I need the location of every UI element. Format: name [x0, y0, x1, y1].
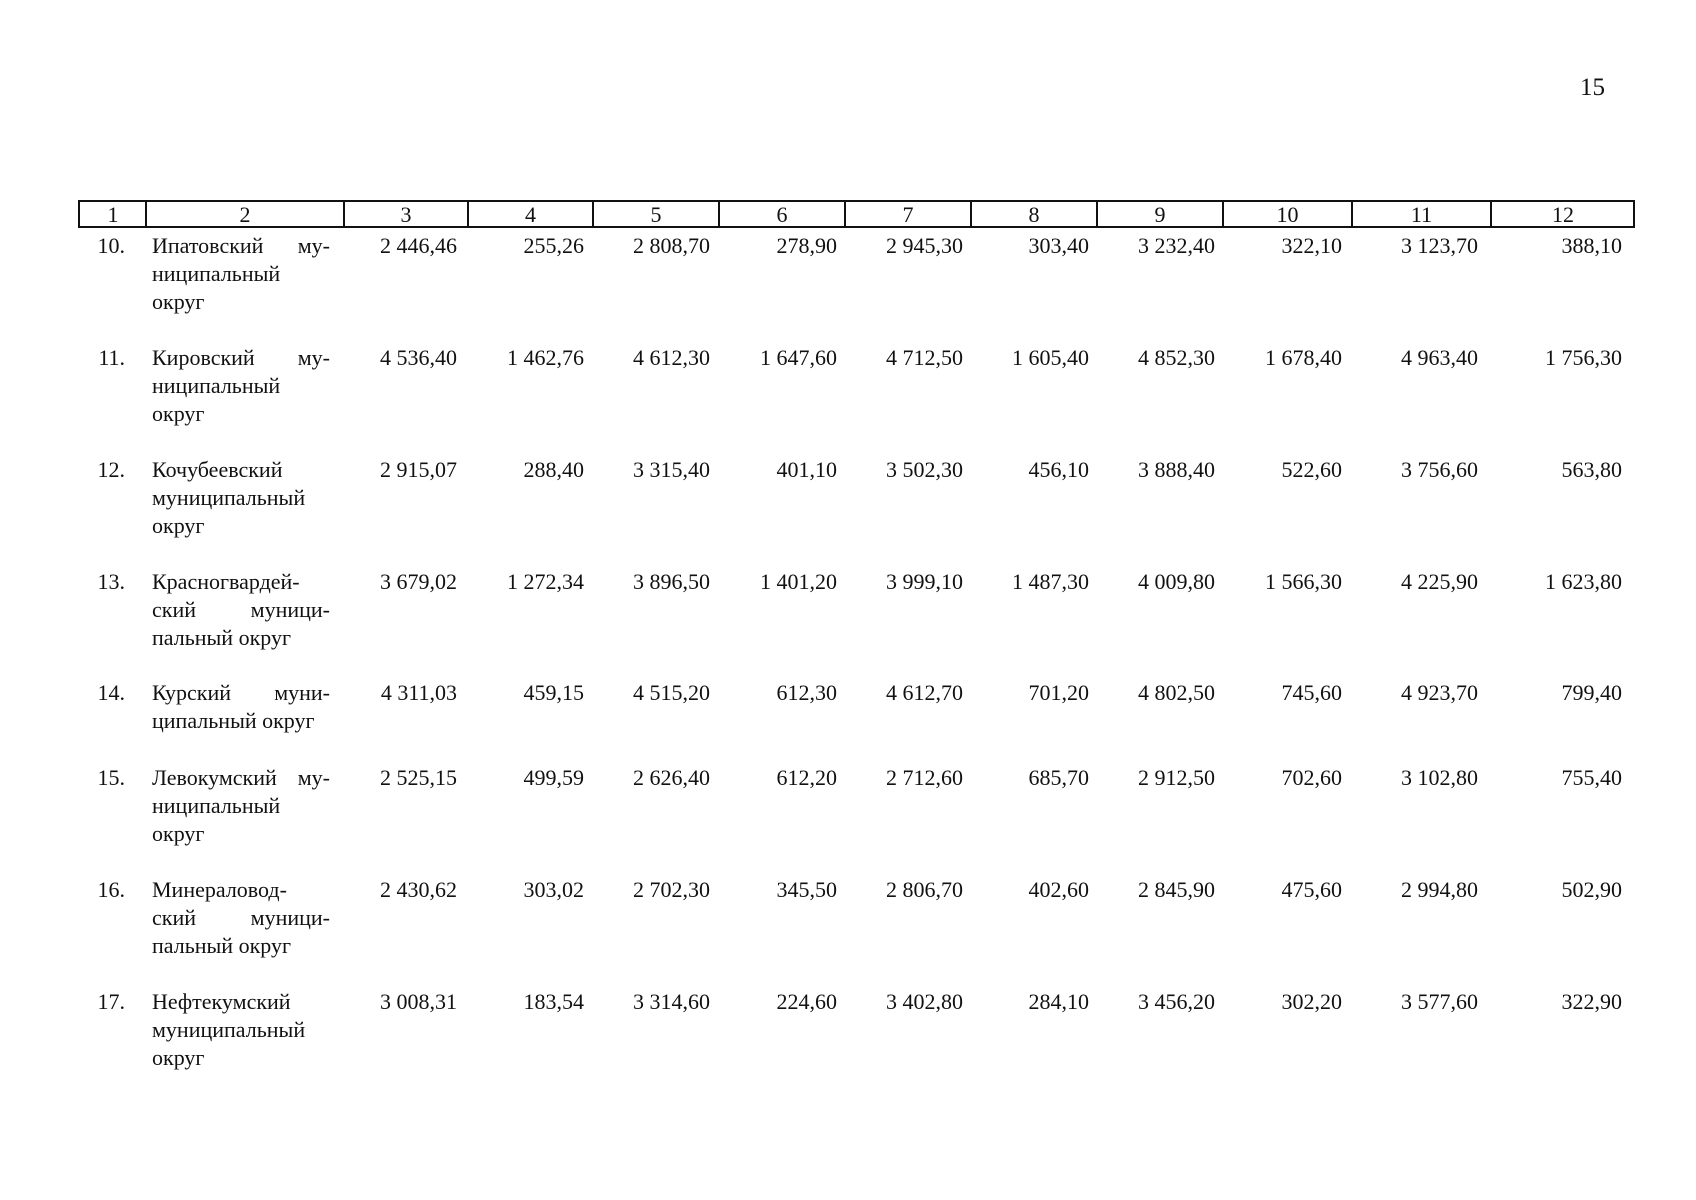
- value-cell-col-11: 3 577,60: [1401, 989, 1478, 1014]
- value-cell-col-5: 2 702,30: [633, 877, 710, 902]
- value-cell-col-12: 1 756,30: [1545, 345, 1622, 370]
- municipality-name: [152, 876, 330, 960]
- value-cell-col-12: 502,90: [1561, 877, 1622, 902]
- municipality-name-line: ниципальный: [152, 261, 281, 286]
- municipality-name-line: Ипатовский му-: [152, 233, 330, 258]
- municipality-name-line: ский муници-: [152, 597, 330, 622]
- value-cell-col-7: 4 712,50: [886, 345, 963, 370]
- value-cell-col-7: 2 945,30: [886, 233, 963, 258]
- row-number: 11.: [98, 345, 125, 370]
- value-cell-col-11: 4 225,90: [1401, 569, 1478, 594]
- value-cell-col-5: 3 314,60: [633, 989, 710, 1014]
- header-cell-8: 8: [1028, 202, 1040, 227]
- municipality-name-line: Нефтекумский: [152, 989, 291, 1014]
- row-number: 13.: [97, 569, 125, 594]
- value-cell-col-12: 563,80: [1561, 457, 1622, 482]
- header-cell-9: 9: [1154, 202, 1166, 227]
- row-number: 17.: [97, 989, 125, 1014]
- municipality-name-line: округ: [152, 289, 205, 314]
- value-cell-col-9: 4 802,50: [1138, 680, 1215, 705]
- header-separator: [592, 202, 594, 226]
- municipality-name-line: ский муници-: [152, 905, 330, 930]
- value-cell-col-10: 522,60: [1281, 457, 1342, 482]
- municipality-name-line: округ: [152, 821, 205, 846]
- value-cell-col-8: 303,40: [1028, 233, 1089, 258]
- header-separator: [467, 202, 469, 226]
- value-cell-col-12: 1 623,80: [1545, 569, 1622, 594]
- value-cell-col-11: 2 994,80: [1401, 877, 1478, 902]
- value-cell-col-5: 3 315,40: [633, 457, 710, 482]
- page-number: 15: [1580, 74, 1605, 101]
- value-cell-col-10: 702,60: [1281, 765, 1342, 790]
- value-cell-col-9: 4 852,30: [1138, 345, 1215, 370]
- municipality-name-line: пальный округ: [152, 933, 291, 958]
- municipality-name: [152, 568, 330, 652]
- value-cell-col-9: 3 456,20: [1138, 989, 1215, 1014]
- value-cell-col-12: 755,40: [1561, 765, 1622, 790]
- municipality-name-line: муниципальный: [152, 485, 306, 510]
- value-cell-col-8: 456,10: [1028, 457, 1089, 482]
- value-cell-col-8: 685,70: [1028, 765, 1089, 790]
- value-cell-col-11: 4 923,70: [1401, 680, 1478, 705]
- header-cell-12: 12: [1552, 202, 1574, 227]
- value-cell-col-6: 1 647,60: [760, 345, 837, 370]
- value-cell-col-3: 4 311,03: [380, 680, 457, 705]
- header-cell-1: 1: [107, 202, 119, 227]
- header-separator: [970, 202, 972, 226]
- header-cell-7: 7: [902, 202, 914, 227]
- value-cell-col-8: 402,60: [1028, 877, 1089, 902]
- header-separator: [718, 202, 720, 226]
- row-number: 12.: [97, 457, 125, 482]
- value-cell-col-6: 345,50: [776, 877, 837, 902]
- value-cell-col-5: 4 612,30: [633, 345, 710, 370]
- municipality-name-line: ниципальный: [152, 373, 281, 398]
- header-separator: [1222, 202, 1224, 226]
- value-cell-col-10: 322,10: [1281, 233, 1342, 258]
- value-cell-col-7: 2 712,60: [886, 765, 963, 790]
- value-cell-col-5: 3 896,50: [633, 569, 710, 594]
- municipality-name-line: Минераловод-: [152, 877, 287, 902]
- value-cell-col-3: 4 536,40: [380, 345, 457, 370]
- value-cell-col-12: 388,10: [1561, 233, 1622, 258]
- header-cell-6: 6: [776, 202, 788, 227]
- municipality-name: [152, 988, 330, 1072]
- value-cell-col-11: 3 756,60: [1401, 457, 1478, 482]
- row-number: 10.: [97, 233, 125, 258]
- value-cell-col-5: 2 808,70: [633, 233, 710, 258]
- value-cell-col-9: 2 912,50: [1138, 765, 1215, 790]
- value-cell-col-10: 302,20: [1281, 989, 1342, 1014]
- value-cell-col-4: 499,59: [523, 765, 584, 790]
- value-cell-col-6: 612,30: [776, 680, 837, 705]
- municipality-name-line: округ: [152, 513, 205, 538]
- value-cell-col-4: 459,15: [523, 680, 584, 705]
- value-cell-col-8: 1 605,40: [1012, 345, 1089, 370]
- value-cell-col-4: 255,26: [523, 233, 584, 258]
- header-separator: [145, 202, 147, 226]
- header-cell-5: 5: [650, 202, 662, 227]
- value-cell-col-12: 799,40: [1561, 680, 1622, 705]
- municipality-name-line: округ: [152, 1045, 205, 1070]
- municipality-name-line: Левокумский му-: [152, 765, 330, 790]
- value-cell-col-7: 3 999,10: [886, 569, 963, 594]
- value-cell-col-8: 701,20: [1028, 680, 1089, 705]
- municipality-name: [152, 764, 330, 848]
- municipality-name-line: Кочубеевский: [152, 457, 283, 482]
- header-cell-2: 2: [239, 202, 251, 227]
- value-cell-col-6: 612,20: [776, 765, 837, 790]
- municipality-name: [152, 344, 330, 428]
- value-cell-col-3: 3 008,31: [380, 989, 457, 1014]
- value-cell-col-4: 183,54: [523, 989, 584, 1014]
- value-cell-col-9: 3 232,40: [1138, 233, 1215, 258]
- value-cell-col-9: 3 888,40: [1138, 457, 1215, 482]
- municipality-name-line: муниципальный: [152, 1017, 306, 1042]
- header-separator: [1351, 202, 1353, 226]
- table-header-row: [78, 200, 1635, 228]
- header-separator: [1490, 202, 1492, 226]
- value-cell-col-10: 745,60: [1281, 680, 1342, 705]
- value-cell-col-3: 2 525,15: [380, 765, 457, 790]
- header-cell-4: 4: [525, 202, 536, 227]
- value-cell-col-9: 2 845,90: [1138, 877, 1215, 902]
- header-separator: [343, 202, 345, 226]
- municipality-name-line: ципальный округ: [152, 708, 315, 733]
- value-cell-col-6: 278,90: [776, 233, 837, 258]
- value-cell-col-3: 2 915,07: [380, 457, 457, 482]
- value-cell-col-3: 2 430,62: [380, 877, 457, 902]
- value-cell-col-11: 3 102,80: [1401, 765, 1478, 790]
- header-separator: [844, 202, 846, 226]
- municipality-name-line: Курский муни-: [152, 680, 330, 705]
- value-cell-col-12: 322,90: [1561, 989, 1622, 1014]
- value-cell-col-6: 224,60: [776, 989, 837, 1014]
- row-number: 16.: [97, 877, 125, 902]
- value-cell-col-4: 288,40: [523, 457, 584, 482]
- value-cell-col-4: 1 462,76: [507, 345, 584, 370]
- row-number: 15.: [97, 765, 125, 790]
- value-cell-col-10: 1 678,40: [1265, 345, 1342, 370]
- municipality-name-line: пальный округ: [152, 625, 291, 650]
- value-cell-col-6: 1 401,20: [760, 569, 837, 594]
- value-cell-col-5: 2 626,40: [633, 765, 710, 790]
- value-cell-col-8: 1 487,30: [1012, 569, 1089, 594]
- municipality-name: [152, 679, 330, 735]
- municipality-name-line: округ: [152, 401, 205, 426]
- value-cell-col-7: 3 502,30: [886, 457, 963, 482]
- value-cell-col-5: 4 515,20: [633, 680, 710, 705]
- value-cell-col-11: 4 963,40: [1401, 345, 1478, 370]
- header-cell-11: 11: [1410, 202, 1433, 227]
- value-cell-col-3: 2 446,46: [380, 233, 457, 258]
- value-cell-col-7: 4 612,70: [886, 680, 963, 705]
- value-cell-col-10: 1 566,30: [1265, 569, 1342, 594]
- municipality-name-line: ниципальный: [152, 793, 281, 818]
- header-cell-3: 3: [400, 202, 412, 227]
- header-cell-10: 10: [1276, 202, 1299, 227]
- value-cell-col-4: 1 272,34: [507, 569, 584, 594]
- header-separator: [1096, 202, 1098, 226]
- value-cell-col-7: 3 402,80: [886, 989, 963, 1014]
- value-cell-col-10: 475,60: [1281, 877, 1342, 902]
- value-cell-col-4: 303,02: [523, 877, 584, 902]
- municipality-name-line: Кировский му-: [152, 345, 330, 370]
- municipality-name: [152, 232, 330, 316]
- municipality-name: [152, 456, 330, 540]
- value-cell-col-7: 2 806,70: [886, 877, 963, 902]
- value-cell-col-9: 4 009,80: [1138, 569, 1215, 594]
- value-cell-col-6: 401,10: [776, 457, 837, 482]
- row-number: 14.: [97, 680, 125, 705]
- value-cell-col-8: 284,10: [1028, 989, 1089, 1014]
- municipality-name-line: Красногвардей-: [152, 569, 300, 594]
- value-cell-col-11: 3 123,70: [1401, 233, 1478, 258]
- value-cell-col-3: 3 679,02: [380, 569, 457, 594]
